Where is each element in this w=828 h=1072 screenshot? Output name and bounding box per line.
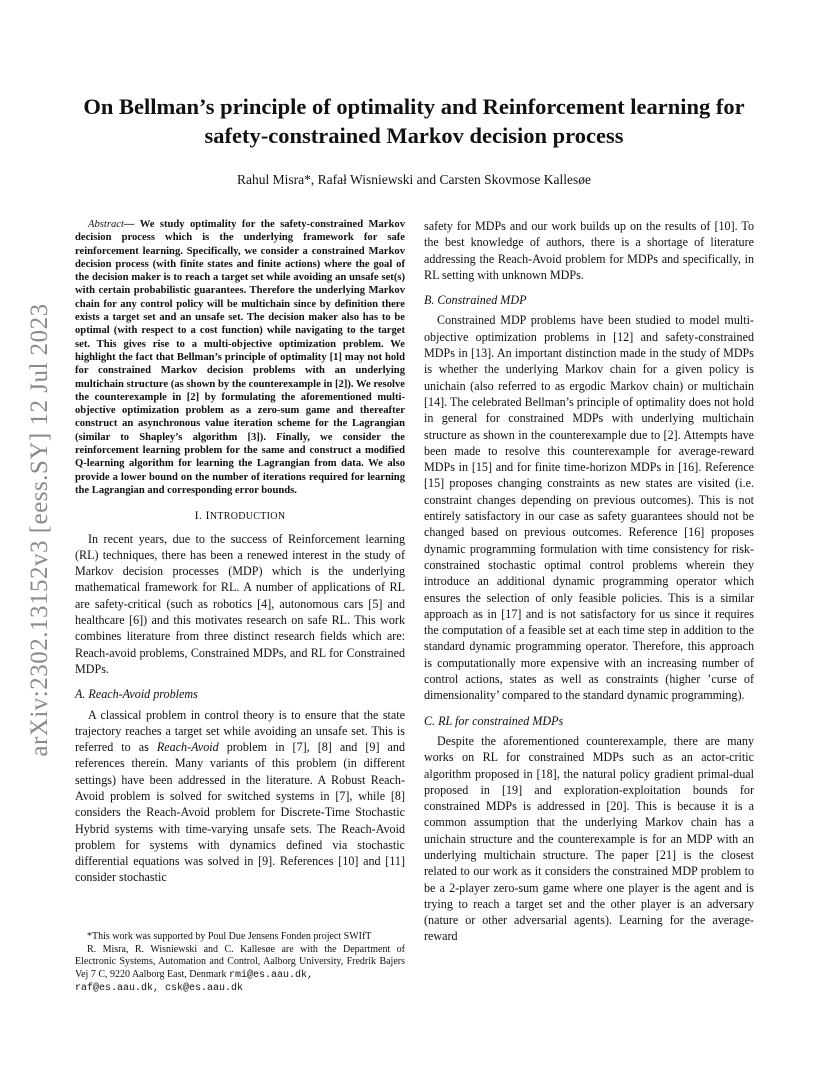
author-emails: rmi@es.aau.dk, bbox=[228, 969, 313, 981]
rl-constrained-paragraph: Despite the aforementioned counterexample, there are many works on RL for constrained MDPs such as an actor-critic algorithm proposed in [18], the natural policy gradient primal-dual proposed in [19] and exploration-exploitation bounds for constrained MDPs is addressed in [20]. This is because it is a common assumption that the underlying Markov chain has a unichain structure and the counterexample is for an MDP with an underlying multichain structure. The paper [21] is the closest related to our work as it considers the constrained MDP problem to be a 2-player zero-sum game where one player is the agent and is trying to reach a target set and the other player is an adversary (nature or other adversarial agents). Learning for the average-reward bbox=[424, 733, 754, 944]
intro-paragraph: In recent years, due to the success of Reinforcement learning (RL) techniques, there has been a renewed interest in the study of Markov decision processes (MDP) which is the underlying mathematical framework for RL. A number of applications of RL are safety-critical (such as robotics [4], autonomous cars [5] and healthcare [6]) and this motivates research on safe RL. This work combines literature from three distinct research fields which are: Reach-avoid problems, Constrained MDPs, and RL for Constrained MDPs. bbox=[75, 531, 405, 676]
right-column bbox=[424, 218, 754, 945]
abstract-text: We study optimality for the safety-constrained Markov decision process which is the underlying framework for safe reinforcement learning. Specifically, we consider a constrained Markov decision process (with finite states and finite actions) where the goal of the decision maker is to reach a target set while avoiding an unsafe set(s) with certain probabilistic guarantees. Therefore the underlying Markov chain for any control policy will be multichain since by definition there exists a target set and an unsafe set. The decision maker also has to be optimal (with respect to a cost function) while navigating to the target set. This gives rise to a multi-objective optimization problem. We highlight the fact that Bellman’s principle of optimality [1] may not hold for constrained Markov decision problems with an underlying multichain structure (as shown by the counterexample in [2]). We resolve the counterexample in [2] by formulating the aforementioned multi-objective optimization problem as a zero-sum game and thereafter construct an asynchronous value iteration scheme for the Lagrangian (similar to Shapley’s algorithm [3]). Finally, we consider the reinforcement learning problem for the same and construct a modified Q-learning algorithm for learning the Lagrangian from data. We also provide a lower bound on the number of iterations required for learning the Lagrangian and corresponding error bounds. bbox=[75, 219, 405, 496]
footnote bbox=[75, 931, 405, 996]
abstract bbox=[75, 218, 405, 497]
section-heading-introduction: I. INTRODUCTION bbox=[194, 508, 286, 523]
reach-avoid-paragraph: A classical problem in control theory is to ensure that the state trajectory reaches a target set while avoiding an unsafe set. This is referred to as Reach-Avoid problem in [7], [8] and [9] and references therein. Many variants of this problem (in different settings) have been addressed in the literature. A Robust Reach-Avoid problem is solved for switched systems in [7], while [8] considers the Reach-Avoid problem for Discrete-Time Stochastic Hybrid systems with time-varying unsafe sets. The Reach-Avoid problem for systems with dynamics defined via stochastic differential equations was solved in [9]. References [10] and [11] consider stochastic bbox=[75, 707, 405, 885]
author-list: Rahul Misra*, Rafał Wisniewski and Carsten Skovmose Kallesøe bbox=[237, 172, 591, 187]
paper-title: On Bellman’s principle of optimality and Reinforcement learning for safety-constrained Markov decision process bbox=[83, 94, 745, 148]
constrained-mdp-paragraph: Constrained MDP problems have been studied to model multi-objective optimization problems in [12] and safety-constrained MDPs in [13]. An important distinction made in the study of MDPs is whether the underlying Markov chain for a given policy is unichain (also referred to as ergodic Markov chain) or multichain [14]. The celebrated Bellman’s principle of optimality does not hold in general for constrained MDPs with underlying multichain structure as shown in the counterexample due to [2]. Attempts have been made to resolve this counterexample for average-reward MDPs in [15] and for finite time-horizon MDPs in [16]. Reference [15] proposes changing constraints as new states are visited (i.e. constraint changes depending on previous outcomes). This is not entirely satisfactory in our case as safety guarantees should not be changed based on previous outcomes. Reference [16] proposes dynamic programming formulation with time consistency for risk-constrained stochastic optimal control problems wherein they introduce an additional dynamic programming operator which ensures the selection of only feasible policies. This is a similar approach as in [17] and is not satisfactory for us since it requires the computation of a feasible set at each time step in addition to the standard dynamic programming operator. Therefore, this approach is computationally more expensive with an increasing number of control actions, states as well as constraints (higher ’curse of dimensionality’ compared to the standard dynamic programming). bbox=[424, 313, 754, 703]
subsection-heading-constrained-mdp: B. Constrained MDP bbox=[424, 293, 527, 308]
footnote-affiliation: R. Misra, R. Wisniewski and C. Kallesøe are with the Department of Electronic Systems, Automation and Control, Aalborg University, Fredrik Bajers Vej 7 C, 9220 Aalborg East, Denmark rmi@es.aau.dk, raf@es.aau.dk, csk@es.aau.dk bbox=[75, 943, 405, 995]
subsection-heading-reach-avoid: A. Reach-Avoid problems bbox=[75, 687, 198, 702]
arxiv-stamp bbox=[20, 290, 60, 770]
footnote-funding: *This work was supported by Poul Due Jensens Fonden project SWIfT bbox=[87, 931, 372, 942]
safety-paragraph: safety for MDPs and our work builds up on the results of [10]. To the best knowledge of authors, there is a shortage of literature addressing the Reach-Avoid problem for MDPs and specifically, in RL setting with unknown MDPs. bbox=[424, 219, 754, 282]
left-column bbox=[75, 218, 405, 886]
arxiv-stamp-text: arXiv:2302.13152v3 [eess.SY] 12 Jul 2023 bbox=[26, 303, 53, 757]
abstract-label: Abstract— bbox=[88, 219, 135, 230]
subsection-heading-rl-constrained: C. RL for constrained MDPs bbox=[424, 713, 564, 728]
